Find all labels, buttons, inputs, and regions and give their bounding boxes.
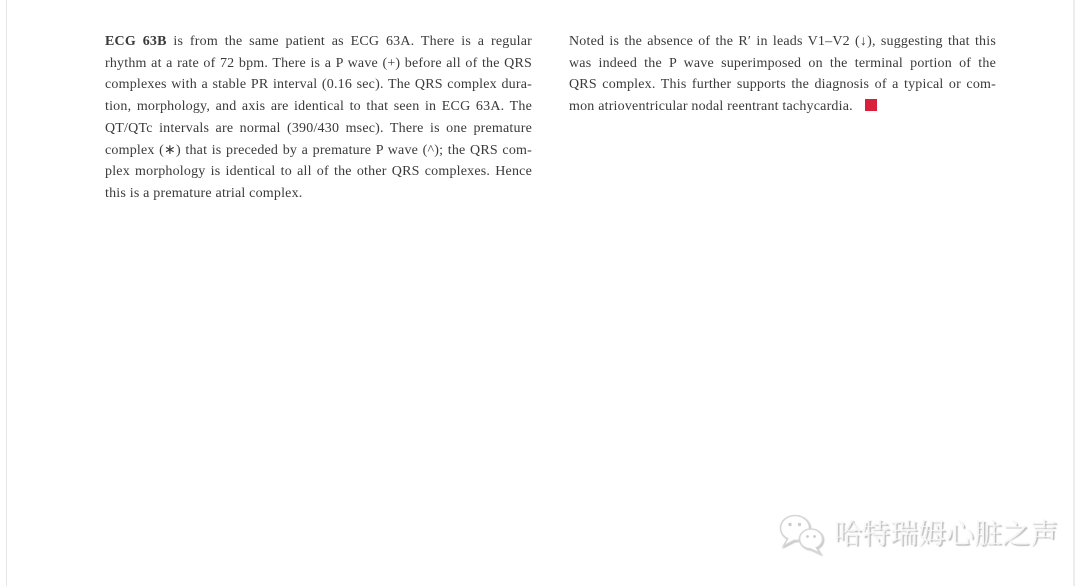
left-text-column xyxy=(105,31,532,205)
text-line: was indeed the P wave superimposed on the terminal portion of the xyxy=(569,55,996,71)
wechat-watermark xyxy=(776,511,1058,557)
text-line: Noted is the absence of the R′ in leads V1–V2 (↓), suggesting that this xyxy=(569,34,996,49)
right-text-column xyxy=(569,31,996,118)
text-line: complex (∗) that is preceded by a premature P wave (^); the QRS com- xyxy=(105,142,532,158)
text-line: ECG 63B is from the same patient as ECG 63A. There is a regular xyxy=(105,34,533,49)
text-line: QT/QTc intervals are normal (390/430 msec). There is one premature xyxy=(105,120,532,136)
end-of-article-marker xyxy=(865,99,877,111)
left-edge-line xyxy=(6,0,7,586)
wechat-icon xyxy=(776,511,828,557)
text-line: QRS complex. This further supports the diagnosis of a typical or com- xyxy=(569,77,996,93)
text-line: rhythm at a rate of 72 bpm. There is a P wave (+) before all of the QRS xyxy=(105,55,532,71)
bold-lead: ECG 63B xyxy=(105,34,167,49)
text-line: this is a premature atrial complex. xyxy=(105,185,303,201)
text-line: complexes with a stable PR interval (0.16 sec). The QRS complex dura- xyxy=(105,77,532,93)
text-line: tion, morphology, and axis are identical to that seen in ECG 63A. The xyxy=(105,99,532,115)
watermark-text: 哈特瑞姆心脏之声 xyxy=(834,517,1059,550)
text-line: plex morphology is identical to all of the other QRS complexes. Hence xyxy=(105,164,532,180)
right-edge-line xyxy=(1073,0,1075,586)
text-line: mon atrioventricular nodal reentrant tachycardia. xyxy=(569,96,996,118)
